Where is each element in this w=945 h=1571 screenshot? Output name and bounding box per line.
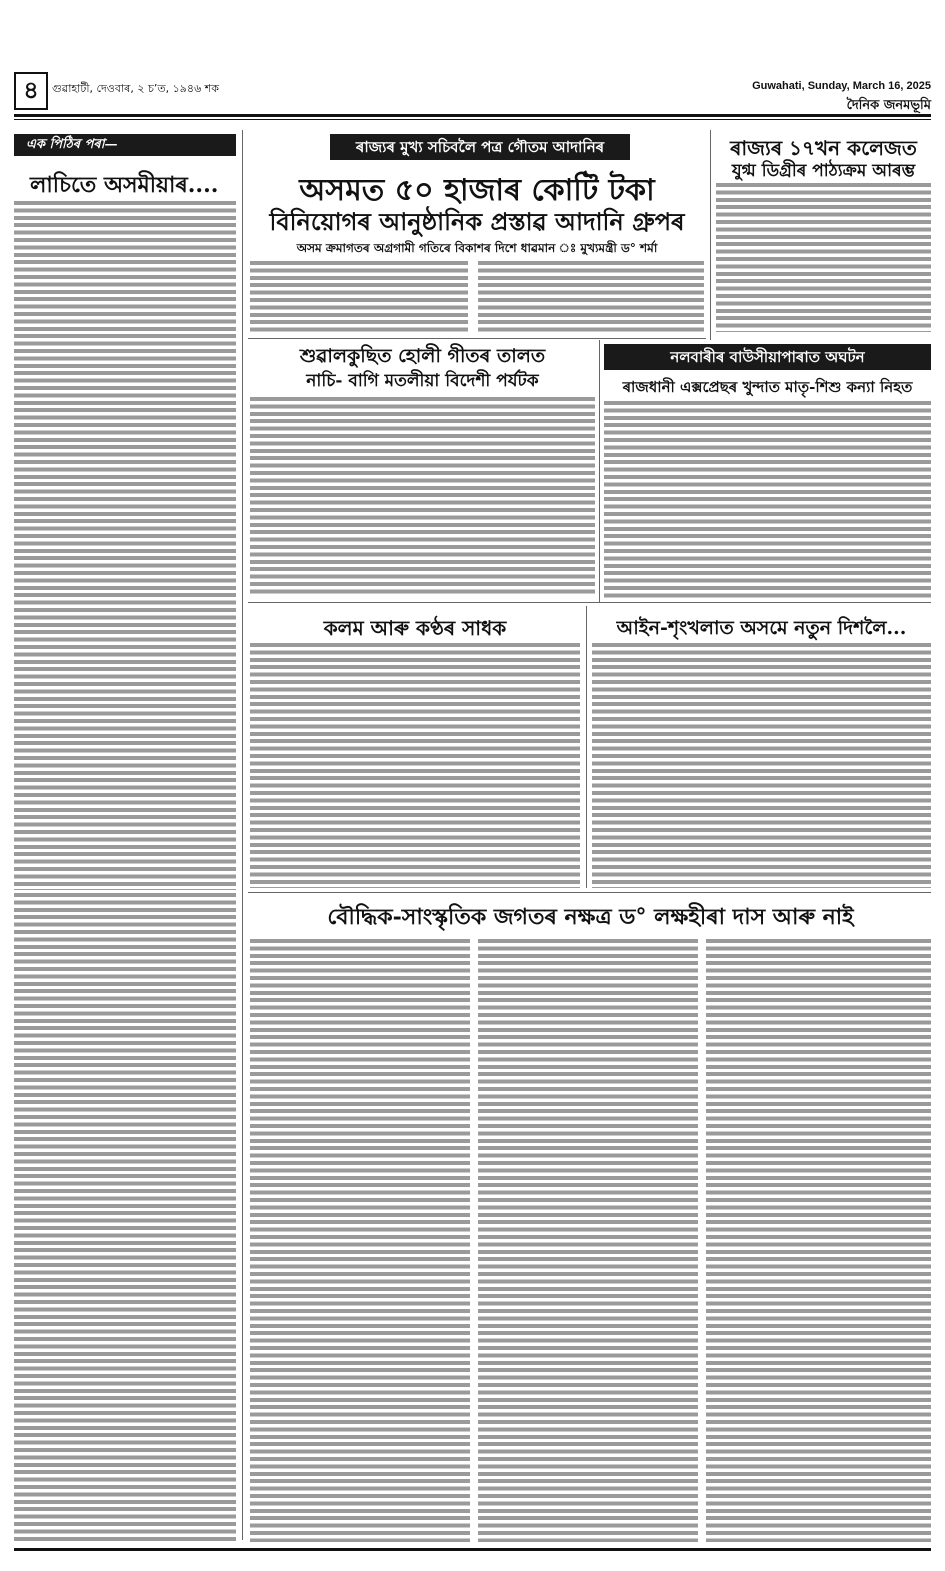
holi-story-headline-line2[interactable]: নাচি- বাগি মতলীয়া বিদেশী পৰ্যটক xyxy=(306,371,539,391)
left-column-headline[interactable]: লাচিতে অসমীয়াৰ.... xyxy=(30,172,219,198)
page-number: ৪ xyxy=(14,72,48,110)
right-story-headline-line1[interactable]: ৰাজ্যৰ ১৭খন কলেজত xyxy=(730,136,917,160)
footer-rule xyxy=(14,1548,931,1551)
left-dateline: গুৱাহাটী, দেওবাৰ, ২ চ’ত, ১৯৪৬ শক xyxy=(52,82,219,95)
right-story-headline-line2[interactable]: যুগ্ম ডিগ্ৰীৰ পাঠ্যক্ৰম আৰম্ভ xyxy=(731,161,916,181)
top-story-kicker: ৰাজ্যৰ মুখ্য সচিবলৈ পত্ৰ গৌতম আদানিৰ xyxy=(330,134,630,160)
top-story-subhead: অসম ক্ৰমাগতৰ অগ্ৰগামী গতিৰে বিকাশৰ দিশে ধাৱমান ঃ মুখ্যমন্ত্ৰী ড° শৰ্মা xyxy=(296,241,658,255)
mid-rule xyxy=(248,602,931,603)
law-story-body xyxy=(592,642,931,888)
kalam-story-headline[interactable]: কলম আৰু কণ্ঠৰ সাধক xyxy=(323,616,507,640)
nalbari-story-headline[interactable]: ৰাজধানী এক্সপ্ৰেছৰ খুন্দাত মাতৃ-শিশু কন্যা নিহত xyxy=(622,378,913,396)
bottom-story-body-col2 xyxy=(478,938,698,1542)
bottom-rule xyxy=(248,892,931,893)
header-rule-thin xyxy=(14,119,931,120)
column-divider-mid xyxy=(599,340,600,602)
column-divider-kalam xyxy=(586,606,587,888)
left-column-body-continued xyxy=(14,892,236,1542)
right-dateline: Guwahati, Sunday, March 16, 2025 xyxy=(752,80,931,92)
masthead: দৈনিক জনমভূমি xyxy=(846,98,931,113)
right-story-body xyxy=(716,182,931,332)
header-rule xyxy=(14,114,931,117)
nalbari-story-body xyxy=(604,400,931,598)
bottom-story-headline[interactable]: বৌদ্ধিক-সাংস্কৃতিক জগতৰ নক্ষত্ৰ ড° লক্ষহীৰা দাস আৰু নাই xyxy=(327,904,854,930)
left-column-body xyxy=(14,200,236,890)
section-label: এক পিঠিৰ পৰা— xyxy=(14,134,236,156)
top-story-headline-line2[interactable]: বিনিয়োগৰ আনুষ্ঠানিক প্ৰস্তাৱ আদানি গ্ৰুপৰ xyxy=(269,207,685,236)
holi-story-headline-line1[interactable]: শুৱালকুছিত হোলী গীতৰ তালত xyxy=(299,345,546,367)
kalam-story-body xyxy=(250,642,580,888)
nalbari-story-kicker: নলবাৰীৰ বাউসীয়াপাৰাত অঘটন xyxy=(604,344,931,370)
top-story-headline-line1[interactable]: অসমত ৫০ হাজাৰ কোটি টকা xyxy=(299,173,655,208)
column-divider-right xyxy=(710,130,711,340)
bottom-story-body-col1 xyxy=(250,938,470,1542)
column-divider xyxy=(242,130,243,1540)
top-story-body-col2 xyxy=(478,260,704,334)
bottom-story-body-col3 xyxy=(706,938,931,1542)
top-story-body-col1 xyxy=(250,260,468,334)
law-story-headline[interactable]: আইন-শৃংখলাত অসমে নতুন দিশলৈ... xyxy=(616,617,907,639)
holi-story-body xyxy=(250,396,595,596)
top-story-rule xyxy=(248,338,706,339)
